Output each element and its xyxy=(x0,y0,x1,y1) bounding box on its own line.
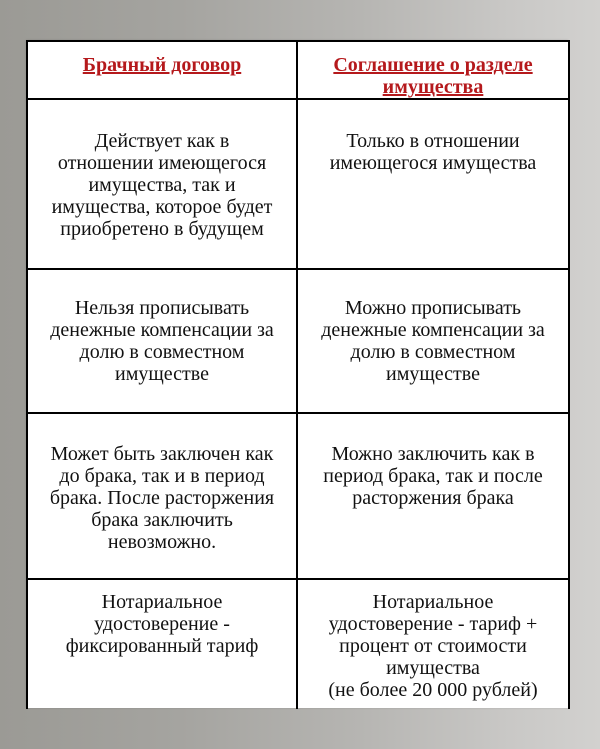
text-line: удостоверение - тариф + xyxy=(328,613,538,635)
comparison-table xyxy=(26,40,570,709)
text-line: Действует как в xyxy=(94,130,230,152)
text-line: имеющегося имущества xyxy=(329,152,537,174)
cell-row4-right xyxy=(297,579,569,709)
header-cell-left xyxy=(27,41,297,99)
cell-row3-right xyxy=(297,413,569,579)
text-line: имущества, которое будет xyxy=(51,196,273,218)
text-line: денежные компенсации за xyxy=(50,319,274,341)
document-sheet xyxy=(26,40,568,708)
table-row xyxy=(27,579,569,709)
text-line: процент от стоимости xyxy=(339,635,527,657)
table-row xyxy=(27,99,569,269)
text-line: удостоверение - xyxy=(94,613,230,635)
text-line: имуществе xyxy=(386,363,480,385)
text-line: приобретено в будущем xyxy=(60,218,264,240)
table-row xyxy=(27,413,569,579)
text-line: Нотариальное xyxy=(101,591,223,613)
header-marriage-contract: Брачный договор xyxy=(82,54,242,76)
text-line: имущества xyxy=(386,657,480,679)
text-line: имущества, так и xyxy=(88,174,236,196)
cell-row3-left xyxy=(27,413,297,579)
text-line: имуществе xyxy=(115,363,209,385)
cell-row2-right xyxy=(297,269,569,413)
text-line: фиксированный тариф xyxy=(65,635,259,657)
table-row xyxy=(27,269,569,413)
text-line: Можно заключить как в xyxy=(331,443,535,465)
text-line: период брака, так и после xyxy=(323,465,543,487)
text-line: до брака, так и в период xyxy=(59,465,265,487)
text-line: Нотариальное xyxy=(372,591,494,613)
text-line: невозможно. xyxy=(107,531,217,553)
text-line: Можно прописывать xyxy=(344,297,522,319)
cell-row1-left xyxy=(27,99,297,269)
table-header-row xyxy=(27,41,569,99)
text-line: долю в совместном xyxy=(350,341,516,363)
text-line: Нельзя прописывать xyxy=(74,297,250,319)
header-property-division-agreement: Соглашение о разделе имущества xyxy=(333,54,533,98)
text-line: брака. После расторжения xyxy=(49,487,275,509)
text-line: (не более 20 000 рублей) xyxy=(328,679,538,701)
text-line: долю в совместном xyxy=(79,341,245,363)
text-line: брака заключить xyxy=(91,509,233,531)
text-line: Только в отношении xyxy=(346,130,520,152)
text-line: Может быть заключен как xyxy=(50,443,274,465)
text-line: денежные компенсации за xyxy=(321,319,545,341)
text-line: расторжения брака xyxy=(352,487,514,509)
cell-row2-left xyxy=(27,269,297,413)
cell-row4-left xyxy=(27,579,297,709)
header-cell-right xyxy=(297,41,569,99)
text-line: отношении имеющегося xyxy=(57,152,267,174)
cell-row1-right xyxy=(297,99,569,269)
